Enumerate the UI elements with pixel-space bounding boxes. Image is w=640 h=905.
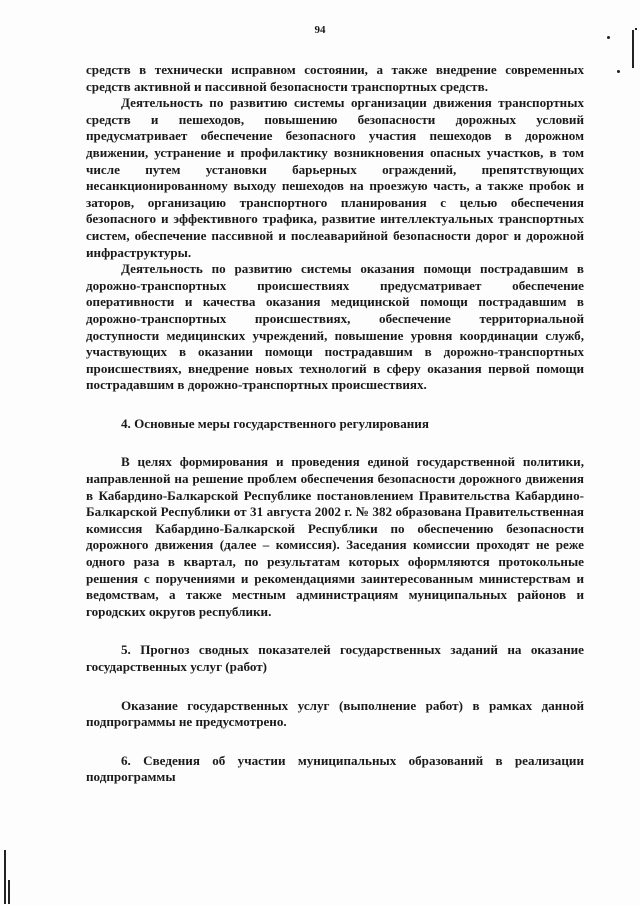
paragraph-traffic-organization: Деятельность по развитию системы организации движения транспортных средств и пешеходов, повышению безопасности дорожных условий предусматривает обеспечение безопасного участия пешеходов в дорожном движении, устранение и профилактику возникновения опасных участков, в том числе путем установки барьерных ограждений, препятствующих несанкционированному выходу пешеходов на проезжую часть, а также пробок и заторов, организацию транспортного планирования с целью обеспечения безопасного и эффективного трафика, развитие интеллектуальных транспортных систем, обеспечение пассивной и послеаварийной безопасности дорог и дорожной инфраструктуры.: [86, 95, 584, 260]
section-heading-5: 5. Прогноз сводных показателей государственных заданий на оказание государственных услуг (работ): [86, 642, 584, 674]
paragraph-victim-assistance: Деятельность по развитию системы оказания помощи пострадавшим в дорожно-транспортных происшествиях предусматривает обеспечение оперативности и качества оказания медицинской помощи пострадавшим в дорожно-транспортных происшествиях, обеспечение территориальной доступности медицинских учреждений, повышение уровня координации служб, участвующих в оказании помощи пострадавшим в дорожно-транспортных происшествиях, внедрение новых технологий в сферу оказания первой помощи пострадавшим в дорожно-транспортных происшествиях.: [86, 261, 584, 393]
paragraph-state-regulation: В целях формирования и проведения единой государственной политики, направленной на решение проблем обеспечения безопасности дорожного движения в Кабардино-Балкарской Республике постановлением Правительства Кабардино-Балкарской Республики от 31 августа 2002 г. № 382 образована Правительственная комиссия Кабардино-Балкарской Республики по обеспечению безопасности дорожного движения (далее – комиссия). Заседания комиссии проходят не реже одного раза в квартал, по результатам которых оформляются протокольные решения с поручениями и рекомендациями заинтересованным министерствам и ведомствам, а также местным администрациям муниципальных районов и городских округов республики.: [86, 454, 584, 619]
scan-mark: [8, 880, 10, 904]
page-number: 94: [314, 24, 326, 36]
scan-mark: [635, 28, 637, 30]
scan-mark: [4, 850, 6, 904]
paragraph-state-services: Оказание государственных услуг (выполнение работ) в рамках данной подпрограммы не предусмотрено.: [86, 697, 584, 730]
document-body: [86, 62, 584, 786]
paragraph-continuation: средств в технически исправном состоянии, а также внедрение современных средств активной и пассивной безопасности транспортных средств.: [86, 62, 584, 94]
section-heading-6: 6. Сведения об участии муниципальных образований в реализации подпрограммы: [86, 752, 584, 785]
section-heading-4: 4. Основные меры государственного регулирования: [121, 415, 429, 431]
scan-mark: [632, 30, 634, 68]
scan-mark: [607, 36, 610, 39]
scan-mark: [617, 70, 620, 73]
